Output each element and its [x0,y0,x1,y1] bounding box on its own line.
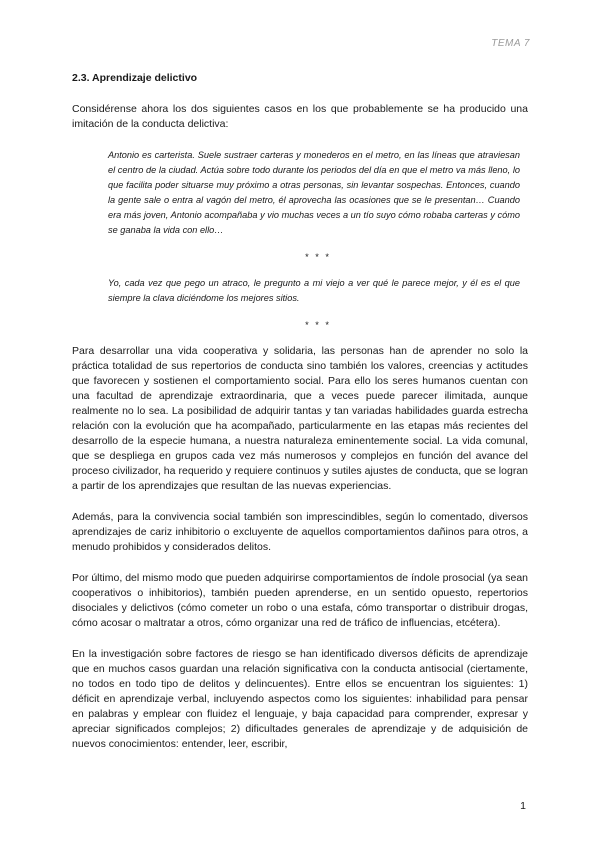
case-quote-atraco: Yo, cada vez que pego un atraco, le pregunto a mi viejo a ver qué le parece mejor, y él es el que siempre la clava diciéndome los mejores sitios. [108,278,520,303]
intro-paragraph: Considérense ahora los dos siguientes casos en los que probablemente se ha producido una imitación de la conducta delictiva: [72,103,528,130]
case-quote-antonio: Antonio es carterista. Suele sustraer carteras y monederos en el metro, en las líneas que atraviesan el centro de la ciudad. Actúa sobre todo durante los periodos del día en que el metro va más lleno, lo que facilita poder situarse muy próximo a otras personas, sin levantar sospechas. Entonces, cuando la gente sale o entra al vagón del metro, él aprovecha las ocasiones que se le presentan… Cuando era más joven, Antonio acompañaba y vio muchas veces a un tío suyo cómo robaba carteras y cómo se ganaba la vida con ello… [108,150,520,235]
page-number: 1 [520,800,526,812]
document-body [72,72,528,752]
quote-separator: * * * [305,252,331,262]
body-paragraph: Para desarrollar una vida cooperativa y solidaria, las personas han de aprender no solo la práctica totalidad de sus repertorios de conducta sino también los valores, creencias y actitudes que favorecen y sostienen el comportamiento social. Para ello los seres humanos cuentan con una facultad de aprendizaje extraordinaria, que a veces puede parecer ilimitada, aunque realmente no lo sea. La posibilidad de adquirir tantas y tan variadas habilidades guarda estrecha relación con la evolución que ha acompañado, particularmente en las etapas más recientes del desarrollo de la especie humana, a nuestra naturaleza eminentemente social. La vida comunal, que se despliega en grupos cada vez más numerosos y complejos en función del avance del proceso civilizador, ha requerido y requiere continuos y sutiles ajustes de conducta, que se logran a partir de los aprendizajes que resultan de las nuevas experiencias. [72,345,528,492]
quote-separator: * * * [305,320,331,330]
body-paragraph: Por último, del mismo modo que pueden adquirirse comportamientos de índole prosocial (ya sean cooperativos o inhibitorios), también pueden aprenderse, en un sentido opuesto, repertorios disociales y delictivos (cómo cometer un robo o una estafa, cómo transportar o distribuir drogas, cómo acosar o maltratar a otros, cómo organizar una red de tráfico de influencias, etcétera). [72,572,528,629]
chapter-header: TEMA 7 [491,38,530,49]
body-paragraph: En la investigación sobre factores de riesgo se han identificado diversos déficits de aprendizaje que en muchos casos guardan una relación significativa con la conducta antisocial (ciertamente, no todos en todo tipo de delitos y delincuentes). Entre ellos se encuentran los siguientes: 1) déficit en aprendizaje verbal, incluyendo aspectos como los siguientes: inhabilidad para pensar en palabras y emplear con fluidez el lenguaje, y baja capacidad para comprender, expresar y apreciar significados complejos; 2) dificultades generales de aprendizaje y de adquisición de nuevos conocimientos: entender, leer, escribir, [72,648,528,750]
body-paragraph: Además, para la convivencia social también son imprescindibles, según lo comentado, diversos aprendizajes de cariz inhibitorio o excluyente de aquellos comportamientos dañinos para otros, a menudo prohibidos y considerados delitos. [72,511,528,553]
section-title: 2.3. Aprendizaje delictivo [72,72,198,84]
